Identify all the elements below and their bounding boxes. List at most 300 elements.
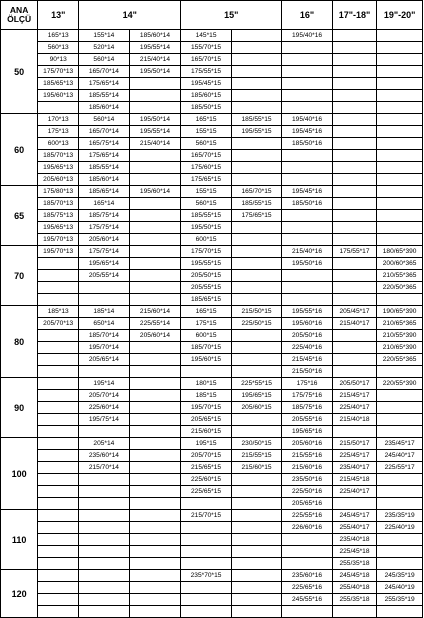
- size-cell: [231, 342, 281, 354]
- size-cell: 185/75*14: [79, 210, 129, 222]
- size-cell: 185/60*14: [79, 102, 129, 114]
- size-cell: 215/45*16: [282, 354, 332, 366]
- size-cell: [332, 102, 376, 114]
- size-cell: 175/70*15: [181, 246, 231, 258]
- size-cell: [129, 414, 181, 426]
- size-cell: 235/50*16: [282, 474, 332, 486]
- size-cell: [79, 366, 129, 378]
- size-cell: [129, 366, 181, 378]
- size-cell: 175/75*16: [282, 390, 332, 402]
- table-row: [1, 522, 423, 534]
- table-row: [1, 114, 423, 126]
- table-row: [1, 126, 423, 138]
- size-cell: 210/65*390: [377, 342, 423, 354]
- size-cell: 165/70*15: [231, 186, 281, 198]
- size-cell: [282, 282, 332, 294]
- size-cell: 210/55*390: [377, 330, 423, 342]
- size-cell: [377, 54, 423, 66]
- size-cell: [332, 498, 376, 510]
- size-cell: [332, 90, 376, 102]
- table-row: [1, 282, 423, 294]
- size-cell: 175/65*14: [79, 78, 129, 90]
- size-cell: [231, 426, 281, 438]
- size-cell: 195/65*16: [282, 426, 332, 438]
- size-cell: [79, 558, 129, 570]
- size-cell: 170*13: [38, 114, 79, 126]
- size-cell: [377, 198, 423, 210]
- size-cell: [38, 354, 79, 366]
- size-cell: 185/55*15: [231, 114, 281, 126]
- size-cell: 205/55*14: [79, 270, 129, 282]
- size-cell: [181, 498, 231, 510]
- size-cell: [129, 546, 181, 558]
- size-cell: 195/70*13: [38, 246, 79, 258]
- table-row: [1, 390, 423, 402]
- size-cell: [377, 498, 423, 510]
- size-cell: 185/65*14: [79, 186, 129, 198]
- table-row: [1, 54, 423, 66]
- size-cell: [38, 366, 79, 378]
- size-cell: 210/65*365: [377, 318, 423, 330]
- size-cell: [231, 222, 281, 234]
- size-cell: [231, 606, 281, 618]
- size-cell: 90*13: [38, 54, 79, 66]
- table-row: [1, 42, 423, 54]
- size-cell: 195/65*13: [38, 222, 79, 234]
- size-cell: [129, 486, 181, 498]
- size-cell: 255/35*18: [332, 558, 376, 570]
- size-cell: 185/60*15: [181, 90, 231, 102]
- size-cell: [38, 450, 79, 462]
- size-cell: 255/40*17: [332, 522, 376, 534]
- size-cell: 205/65*16: [282, 498, 332, 510]
- size-cell: 200/60*365: [377, 258, 423, 270]
- size-cell: 175/55*15: [181, 66, 231, 78]
- size-cell: 255/35*18: [332, 594, 376, 606]
- size-cell: [231, 582, 281, 594]
- size-cell: 235*70*15: [181, 570, 231, 582]
- size-cell: [282, 558, 332, 570]
- size-cell: 205/55*16: [282, 414, 332, 426]
- size-cell: [129, 582, 181, 594]
- size-cell: 215/40*18: [332, 414, 376, 426]
- size-cell: 235/40*17: [332, 462, 376, 474]
- size-cell: [282, 210, 332, 222]
- size-cell: [38, 486, 79, 498]
- size-cell: [231, 534, 281, 546]
- size-cell: 195/50*14: [129, 114, 181, 126]
- size-cell: [377, 234, 423, 246]
- size-cell: [231, 90, 281, 102]
- size-cell: [129, 90, 181, 102]
- size-cell: [332, 78, 376, 90]
- table-row: [1, 174, 423, 186]
- table-row: [1, 318, 423, 330]
- size-cell: 235/45*17: [377, 438, 423, 450]
- size-cell: [38, 342, 79, 354]
- size-cell: [282, 174, 332, 186]
- table-row: [1, 606, 423, 618]
- size-cell: 175*13: [38, 126, 79, 138]
- size-cell: 175*16: [282, 378, 332, 390]
- size-cell: 225/55*16: [282, 510, 332, 522]
- table-row: [1, 570, 423, 582]
- size-cell: 195/50*15: [181, 222, 231, 234]
- size-cell: 185/70*15: [181, 342, 231, 354]
- size-cell: [377, 66, 423, 78]
- size-cell: [332, 162, 376, 174]
- size-cell: 560*15: [181, 138, 231, 150]
- size-cell: 215/40*14: [129, 138, 181, 150]
- size-cell: [332, 282, 376, 294]
- size-cell: 185/60*14: [129, 30, 181, 42]
- size-cell: 185/70*14: [79, 330, 129, 342]
- size-cell: [129, 294, 181, 306]
- table-row: [1, 342, 423, 354]
- size-cell: [38, 270, 79, 282]
- table-row: [1, 558, 423, 570]
- size-cell: [231, 546, 281, 558]
- size-cell: 195/50*16: [282, 258, 332, 270]
- table-row: [1, 354, 423, 366]
- table-body: [1, 30, 423, 618]
- table-row: [1, 582, 423, 594]
- size-cell: 560*15: [181, 198, 231, 210]
- group-label: 100: [1, 438, 38, 510]
- size-cell: [231, 66, 281, 78]
- size-cell: [231, 366, 281, 378]
- size-cell: 175/55*17: [332, 246, 376, 258]
- size-cell: 180*15: [181, 378, 231, 390]
- size-cell: 235/60*16: [282, 570, 332, 582]
- table-row: [1, 246, 423, 258]
- size-cell: 215/60*15: [231, 462, 281, 474]
- size-cell: 195/70*13: [38, 234, 79, 246]
- size-cell: [332, 354, 376, 366]
- table-row: [1, 414, 423, 426]
- size-cell: 175/65*14: [79, 150, 129, 162]
- table-row: [1, 366, 423, 378]
- size-cell: [231, 570, 281, 582]
- size-cell: [231, 258, 281, 270]
- table-row: [1, 210, 423, 222]
- size-cell: [38, 414, 79, 426]
- size-cell: 195/60*16: [282, 318, 332, 330]
- size-cell: 225/40*19: [377, 522, 423, 534]
- size-cell: 195/70*14: [79, 342, 129, 354]
- table-row: [1, 198, 423, 210]
- size-cell: [38, 402, 79, 414]
- size-cell: [282, 162, 332, 174]
- size-cell: 185/75*16: [282, 402, 332, 414]
- size-cell: 175/60*15: [181, 162, 231, 174]
- size-cell: 225/45*18: [332, 546, 376, 558]
- size-cell: 185/70*13: [38, 198, 79, 210]
- size-cell: [181, 366, 231, 378]
- size-cell: [129, 246, 181, 258]
- size-cell: [282, 54, 332, 66]
- header-ana-line2: ÖLÇÜ: [7, 14, 32, 24]
- size-cell: 235/60*14: [79, 450, 129, 462]
- size-cell: 225/40*17: [332, 486, 376, 498]
- size-cell: 205/65*14: [79, 354, 129, 366]
- table-row: [1, 450, 423, 462]
- size-cell: 195/65*13: [38, 162, 79, 174]
- size-cell: [231, 330, 281, 342]
- table-row: [1, 402, 423, 414]
- size-cell: 195/45*15: [181, 78, 231, 90]
- header-13: 13": [38, 1, 79, 30]
- size-cell: [38, 570, 79, 582]
- size-cell: 195*15: [181, 438, 231, 450]
- size-cell: [79, 498, 129, 510]
- size-cell: 195/70*15: [181, 402, 231, 414]
- size-cell: 205*14: [79, 438, 129, 450]
- size-cell: 225/65*15: [181, 486, 231, 498]
- size-cell: 165/70*14: [79, 66, 129, 78]
- table-row: [1, 66, 423, 78]
- size-cell: 220/55*390: [377, 378, 423, 390]
- size-cell: [231, 42, 281, 54]
- size-cell: 195/60*14: [129, 186, 181, 198]
- size-cell: [282, 66, 332, 78]
- size-cell: 220/50*365: [377, 282, 423, 294]
- size-cell: [377, 90, 423, 102]
- size-cell: [129, 450, 181, 462]
- size-cell: 215/40*16: [282, 246, 332, 258]
- size-cell: [129, 558, 181, 570]
- size-cell: [377, 162, 423, 174]
- table-row: [1, 162, 423, 174]
- size-cell: [282, 78, 332, 90]
- size-cell: 245/45*18: [332, 570, 376, 582]
- size-cell: 195/60*13: [38, 90, 79, 102]
- size-cell: [79, 294, 129, 306]
- size-cell: [332, 114, 376, 126]
- size-cell: 215/55*15: [231, 450, 281, 462]
- size-cell: [332, 210, 376, 222]
- size-cell: 215/70*14: [79, 462, 129, 474]
- size-cell: 215/40*17: [332, 318, 376, 330]
- size-cell: 185/65*15: [181, 294, 231, 306]
- size-cell: [129, 342, 181, 354]
- size-cell: [129, 474, 181, 486]
- size-cell: 215/50*17: [332, 438, 376, 450]
- size-cell: [129, 222, 181, 234]
- size-cell: 195/45*16: [282, 186, 332, 198]
- size-cell: [129, 258, 181, 270]
- size-cell: 165*13: [38, 30, 79, 42]
- size-cell: 205/70*14: [79, 390, 129, 402]
- size-cell: 205/70*13: [38, 318, 79, 330]
- size-cell: 600*15: [181, 330, 231, 342]
- size-cell: [332, 186, 376, 198]
- size-cell: [377, 78, 423, 90]
- size-cell: 195/65*15: [231, 390, 281, 402]
- size-cell: 185/75*13: [38, 210, 79, 222]
- size-cell: [231, 174, 281, 186]
- size-cell: [79, 282, 129, 294]
- size-cell: [129, 354, 181, 366]
- size-cell: [79, 474, 129, 486]
- size-cell: 215/60*14: [129, 306, 181, 318]
- group-label: 50: [1, 30, 38, 114]
- size-cell: [38, 282, 79, 294]
- size-cell: 215/55*16: [282, 450, 332, 462]
- size-cell: [377, 210, 423, 222]
- size-cell: [129, 150, 181, 162]
- size-cell: [129, 162, 181, 174]
- size-cell: [377, 366, 423, 378]
- size-cell: [282, 42, 332, 54]
- size-cell: 185/60*14: [79, 174, 129, 186]
- size-cell: [282, 234, 332, 246]
- size-cell: [231, 522, 281, 534]
- size-cell: [129, 498, 181, 510]
- size-cell: [332, 198, 376, 210]
- size-cell: 195/55*14: [129, 42, 181, 54]
- size-cell: [377, 402, 423, 414]
- size-cell: 185/50*15: [181, 102, 231, 114]
- size-cell: [129, 522, 181, 534]
- size-cell: 175*15: [181, 318, 231, 330]
- size-cell: 245/45*17: [332, 510, 376, 522]
- size-cell: 185/70*13: [38, 150, 79, 162]
- size-cell: [231, 102, 281, 114]
- table-row: [1, 510, 423, 522]
- size-cell: [129, 390, 181, 402]
- size-cell: 185/55*14: [79, 90, 129, 102]
- table-row: [1, 258, 423, 270]
- size-cell: [79, 522, 129, 534]
- header-row: [1, 1, 423, 30]
- size-cell: [377, 558, 423, 570]
- size-cell: 195/65*14: [79, 258, 129, 270]
- size-cell: 215/60*16: [282, 462, 332, 474]
- size-cell: 175/75*14: [79, 246, 129, 258]
- size-cell: [332, 54, 376, 66]
- size-cell: [231, 486, 281, 498]
- size-cell: [332, 330, 376, 342]
- table-row: [1, 534, 423, 546]
- size-cell: [129, 534, 181, 546]
- size-cell: [38, 534, 79, 546]
- size-cell: [38, 462, 79, 474]
- size-cell: [231, 510, 281, 522]
- size-cell: 165/75*14: [79, 138, 129, 150]
- group-label: 60: [1, 114, 38, 186]
- size-cell: 155*14: [79, 30, 129, 42]
- size-cell: [38, 474, 79, 486]
- group-label: 70: [1, 246, 38, 306]
- size-cell: [282, 90, 332, 102]
- size-cell: [377, 222, 423, 234]
- table-row: [1, 498, 423, 510]
- size-cell: 155/70*15: [181, 42, 231, 54]
- size-cell: 245/55*16: [282, 594, 332, 606]
- size-cell: [377, 486, 423, 498]
- size-cell: [377, 426, 423, 438]
- header-17-18: 17"-18": [332, 1, 376, 30]
- header-15: 15": [181, 1, 282, 30]
- size-cell: [38, 606, 79, 618]
- size-cell: [377, 414, 423, 426]
- header-14: 14": [79, 1, 181, 30]
- size-cell: 175/80*13: [38, 186, 79, 198]
- size-cell: [129, 510, 181, 522]
- size-cell: [38, 438, 79, 450]
- size-cell: 185/50*16: [282, 138, 332, 150]
- size-cell: 205/60*13: [38, 174, 79, 186]
- size-cell: [231, 246, 281, 258]
- size-cell: [129, 570, 181, 582]
- size-cell: [38, 510, 79, 522]
- size-cell: 215/50*15: [231, 306, 281, 318]
- size-cell: [332, 258, 376, 270]
- size-cell: [231, 282, 281, 294]
- size-cell: 225/40*16: [282, 342, 332, 354]
- size-cell: [282, 102, 332, 114]
- size-cell: [38, 378, 79, 390]
- size-cell: [332, 66, 376, 78]
- size-cell: [377, 30, 423, 42]
- size-cell: 185*15: [181, 390, 231, 402]
- size-cell: 205/60*16: [282, 438, 332, 450]
- size-cell: [377, 126, 423, 138]
- size-cell: 220/55*365: [377, 354, 423, 366]
- size-cell: [129, 78, 181, 90]
- size-cell: 225/45*17: [332, 450, 376, 462]
- table-row: [1, 186, 423, 198]
- size-cell: [231, 294, 281, 306]
- size-cell: [129, 462, 181, 474]
- size-cell: 245/40*17: [377, 450, 423, 462]
- size-cell: 226/60*16: [282, 522, 332, 534]
- table-row: [1, 486, 423, 498]
- size-cell: [332, 126, 376, 138]
- size-cell: 225/40*17: [332, 402, 376, 414]
- size-cell: [231, 150, 281, 162]
- size-cell: [282, 546, 332, 558]
- size-cell: [38, 390, 79, 402]
- size-cell: [79, 546, 129, 558]
- size-cell: [377, 546, 423, 558]
- size-cell: [231, 138, 281, 150]
- header-19-20: 19"-20": [377, 1, 423, 30]
- size-cell: 165*15: [181, 306, 231, 318]
- size-cell: 195/55*16: [282, 306, 332, 318]
- table-row: [1, 150, 423, 162]
- size-cell: [181, 582, 231, 594]
- size-cell: [79, 426, 129, 438]
- size-cell: [282, 222, 332, 234]
- size-cell: [231, 474, 281, 486]
- size-cell: 225/55*14: [129, 318, 181, 330]
- size-cell: 165/70*14: [79, 126, 129, 138]
- size-cell: 215/45*17: [332, 390, 376, 402]
- size-cell: [282, 534, 332, 546]
- table-row: [1, 270, 423, 282]
- size-cell: [181, 522, 231, 534]
- size-cell: 245/40*19: [377, 582, 423, 594]
- table-row: [1, 330, 423, 342]
- size-cell: 560*13: [38, 42, 79, 54]
- size-cell: [79, 570, 129, 582]
- size-cell: 195*14: [79, 378, 129, 390]
- size-cell: 205/50*16: [282, 330, 332, 342]
- size-cell: 255/40*18: [332, 582, 376, 594]
- size-cell: [129, 174, 181, 186]
